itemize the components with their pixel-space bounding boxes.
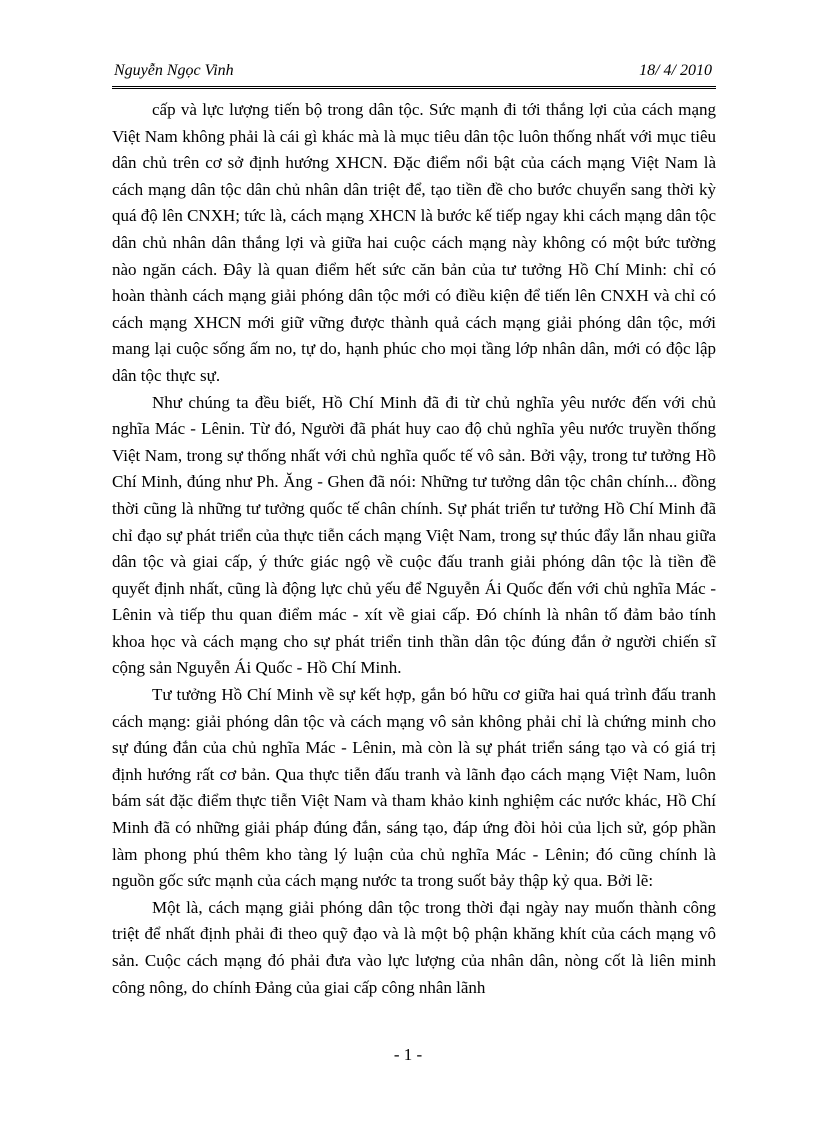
header-date: 18/ 4/ 2010 <box>639 62 712 79</box>
document-body <box>112 97 716 1001</box>
header-author: Nguyễn Ngọc Vinh <box>114 62 234 79</box>
paragraph-2: Như chúng ta đều biết, Hồ Chí Minh đã đi từ chủ nghĩa yêu nước đến với chủ nghĩa Mác - Lênin. Từ đó, Người đã phát huy cao độ chủ nghĩa yêu nước truyền thống Việt Nam, trong sự thống nhất với chủ nghĩa quốc tế vô sản. Bởi vậy, trong tư tưởng Hồ Chí Minh, đúng như Ph. Ăng - Ghen đã nói: Những tư tưởng dân tộc chân chính... đồng thời cũng là những tư tưởng quốc tế chân chính. Sự phát triển tư tưởng Hồ Chí Minh đã chỉ đạo sự phát triển của thực tiễn cách mạng Việt Nam, trong sự thúc đẩy lẫn nhau giữa dân tộc và giai cấp, ý thức giác ngộ về cuộc đấu tranh giải phóng dân tộc là tiền đề quyết định nhất, cũng là động lực chủ yếu để Nguyễn Ái Quốc đến với chủ nghĩa Mác - Lênin và tiếp thu quan điểm mác - xít về giai cấp. Đó chính là nhân tố đảm bảo tính khoa học và cách mạng cho sự phát triển tinh thần dân tộc đúng đắn ở người chiến sĩ cộng sản Nguyễn Ái Quốc - Hồ Chí Minh. <box>112 392 716 678</box>
header-divider <box>112 86 716 89</box>
page-header <box>112 62 714 86</box>
page-number: - 1 - <box>393 1045 423 1064</box>
paragraph-1: cấp và lực lượng tiến bộ trong dân tộc. Sức mạnh đi tới thắng lợi của cách mạng Việt Nam không phải là cái gì khác mà là mục tiêu dân tộc luôn thống nhất với mục tiêu dân chủ trên cơ sở định hướng XHCN. Đặc điểm nổi bật của cách mạng Việt Nam là cách mạng dân tộc dân chủ nhân dân triệt để, tạo tiền đề cho bước chuyển sang thời kỳ quá độ lên CNXH; tức là, cách mạng XHCN là bước kế tiếp ngay khi cách mạng dân tộc dân chủ nhân dân thắng lợi và giữa hai cuộc cách mạng này không có một bức tường nào ngăn cách. Đây là quan điểm hết sức căn bản của tư tưởng Hồ Chí Minh: chỉ có hoàn thành cách mạng giải phóng dân tộc mới có điều kiện để tiến lên CNXH và chỉ có cách mạng XHCN mới giữ vững được thành quả cách mạng giải phóng dân tộc, mới mang lại cuộc sống ấm no, tự do, hạnh phúc cho mọi tầng lớp nhân dân, mới có độc lập dân tộc thực sự. <box>112 100 716 385</box>
paragraph-3: Tư tưởng Hồ Chí Minh về sự kết hợp, gắn bó hữu cơ giữa hai quá trình đấu tranh cách mạng: giải phóng dân tộc và cách mạng vô sản không phải chỉ là chứng minh cho sự đúng đắn của chủ nghĩa Mác - Lênin, mà còn là sự phát triển sáng tạo và có giá trị định hướng rất cơ bản. Qua thực tiễn đấu tranh và lãnh đạo cách mạng Việt Nam, luôn bám sát đặc điểm thực tiễn Việt Nam và tham khảo kinh nghiệm các nước khác, Hồ Chí Minh đã có những giải pháp đúng đắn, sáng tạo, đáp ứng đòi hỏi của lịch sử, góp phần làm phong phú thêm kho tàng lý luận của chủ nghĩa Mác - Lênin; đó cũng chính là nguồn gốc sức mạnh của cách mạng nước ta trong suốt bảy thập kỷ qua. Bởi lẽ: <box>112 685 716 891</box>
paragraph-4: Một là, cách mạng giải phóng dân tộc trong thời đại ngày nay muốn thành công triệt để nhất định phải đi theo quỹ đạo và là một bộ phận khăng khít của cách mạng vô sản. Cuộc cách mạng đó phải đưa vào lực lượng của nhân dân, nòng cốt là liên minh công nông, do chính Đảng của giai cấp công nhân lãnh <box>112 897 716 997</box>
